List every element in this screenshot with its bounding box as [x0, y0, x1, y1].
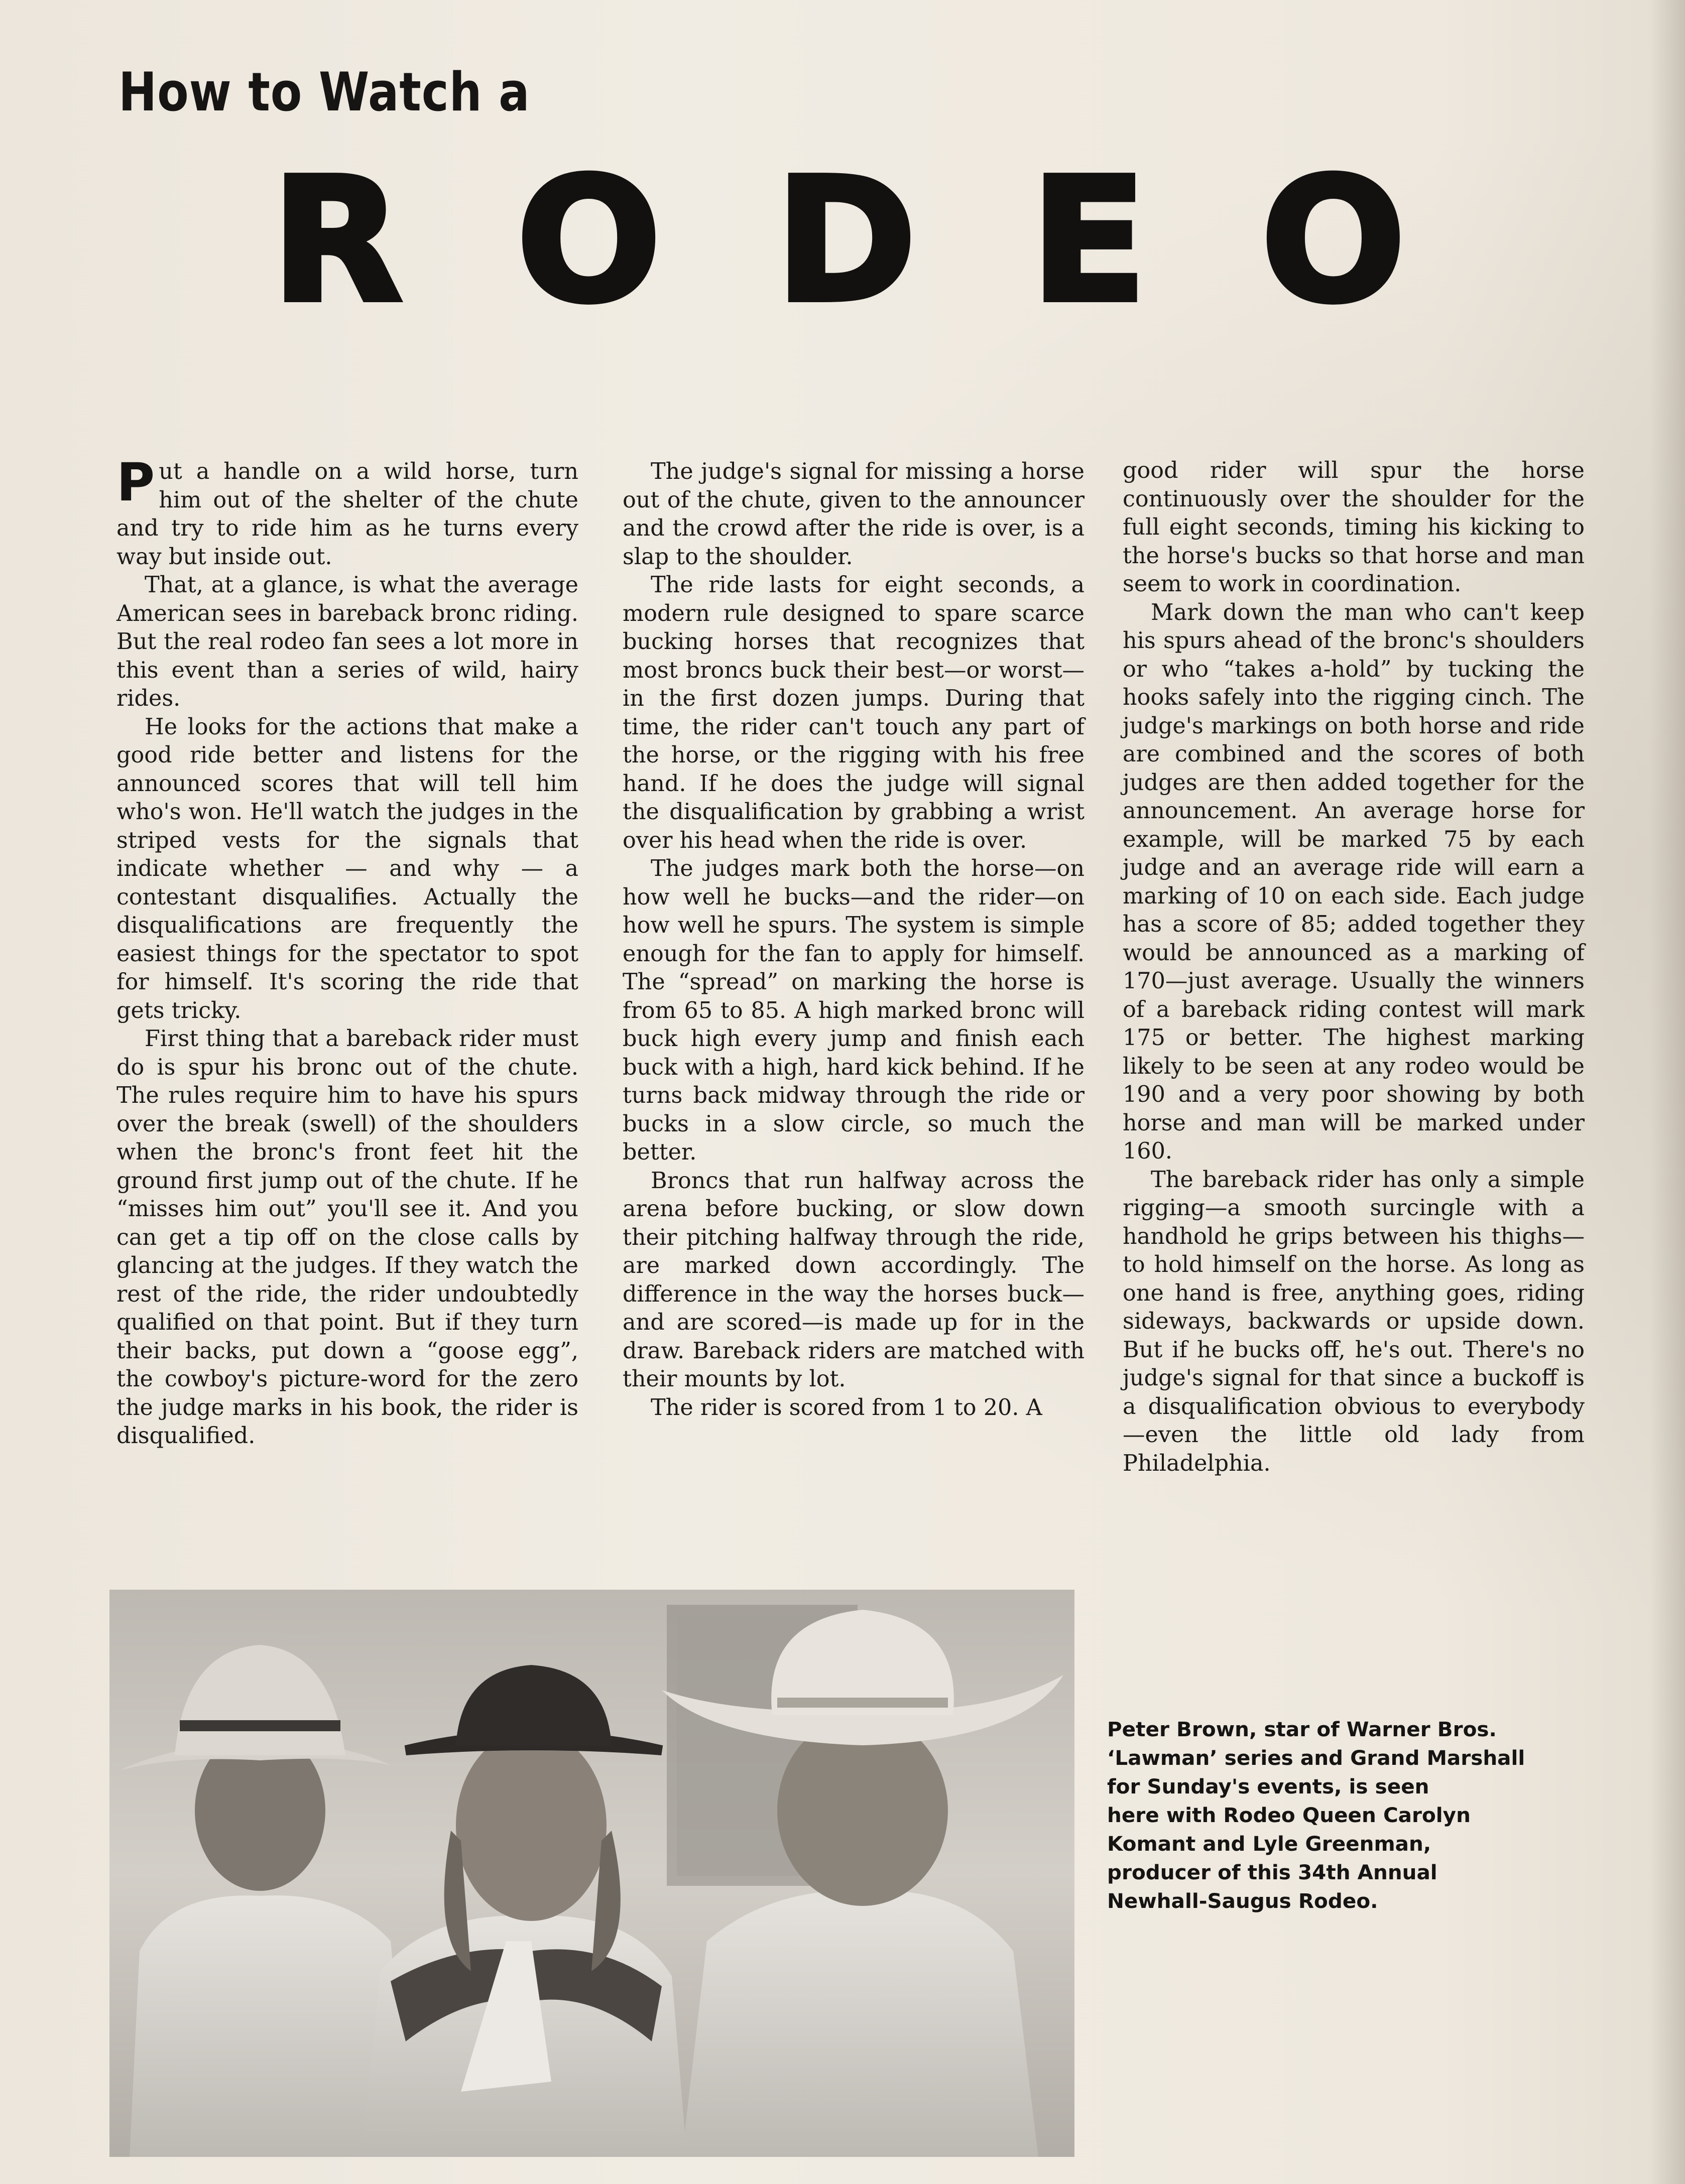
photo-caption	[1107, 1715, 1559, 1915]
article-column-3	[1123, 457, 1585, 1478]
article-paragraph: The bareback rider has only a simple rigging—a smooth surcingle with a handhold he grips between his thighs—to hold himself on the horse. As long as one hand is free, anything goes, riding sideways, backwards or upside down. But if he bucks off, he's out. There's no judge's signal for that since a buckoff is a disqualification obvious to everybody—even the little old lady from Philadelphia.	[1123, 1167, 1585, 1476]
caption-line: ‘Lawman’ series and Grand Marshall	[1107, 1746, 1525, 1770]
article-paragraph: good rider will spur the horse continuously over the shoulder for the full eight seconds, timing his kicking to the horse's bucks so that horse and man seem to work in coordination.	[1123, 458, 1585, 597]
paragraph-text: ut a handle on a wild horse, turn him out of the shelter of the chute and try to ride him as he turns every way but inside out.	[116, 459, 578, 570]
headline-letter: E	[1030, 142, 1147, 340]
article-column-2	[623, 458, 1085, 1422]
headline-letter: R	[271, 142, 403, 340]
article-paragraph: Mark down the man who can't keep his spurs ahead of the bronc's shoulders or who “takes a-hold” by tucking the hooks safely into the rigging cinch. The judge's markings on both horse and ride are combined and the scores of both judges are then added together for the announcement. An average horse for example, will be marked 75 by each judge and an average ride will earn a marking of 10 on each side. Each judge has a score of 85; added together they would be announced as a marking of 170—just average. Usually the winners of a bareback riding contest will mark 175 or better. The highest marking likely to be seen at any rodeo would be 190 and a very poor showing by both horse and man will be marked under 160.	[1123, 599, 1585, 1164]
article-paragraph: That, at a glance, is what the average American sees in bareback bronc riding. But the real rodeo fan sees a lot more in this event than a series of wild, hairy rides.	[116, 572, 578, 711]
drop-cap: P	[116, 452, 155, 513]
photo-illustration	[109, 1590, 1074, 2157]
headline-letter: O	[516, 142, 662, 340]
article-paragraph: Broncs that run halfway across the arena before bucking, or slow down their pitching halfway through the ride, are marked down accordingly. The difference in the way the horses buck—and are scored—is made up for in the draw. Bareback riders are matched with their mounts by lot.	[623, 1168, 1085, 1392]
page-edge-shadow	[1650, 0, 1685, 2184]
headline-kicker: How to Watch a	[118, 61, 530, 123]
caption-line: producer of this 34th Annual	[1107, 1860, 1437, 1884]
article-paragraph: The rider is scored from 1 to 20. A	[651, 1394, 1042, 1421]
caption-line: Peter Brown, star of Warner Bros.	[1107, 1717, 1497, 1741]
group-photo	[109, 1590, 1074, 2157]
headline-letter: D	[775, 142, 917, 340]
article-paragraph: The judges mark both the horse—on how well he bucks—and the rider—on how well he spurs. The system is simple enough for the fan to apply for himself. The “spread” on marking the horse is from 65 to 85. A high marked bronc will buck high every jump and finish each buck with a high, hard kick behind. If he turns back midway through the ride or bucks in a slow circle, so much the better.	[623, 856, 1085, 1165]
article-paragraph: First thing that a bareback rider must do is spur his bronc out of the chute. The rules require him to have his spurs over the break (swell) of the shoulders when the bronc's front feet hit the ground first jump out of the chute. If he “misses him out” you'll see it. And you can get a tip off on the close calls by glancing at the judges. If they watch the rest of the ride, the rider undoubtedly qualified on that point. But if they turn their backs, put down a “goose egg”, the cowboy's picture-word for the zero the judge marks in his book, the rider is disqualified.	[116, 1026, 578, 1449]
article-paragraph	[116, 452, 578, 571]
caption-line: Newhall-Saugus Rodeo.	[1107, 1889, 1378, 1913]
caption-line: here with Rodeo Queen Carolyn	[1107, 1803, 1471, 1827]
headline-letter: O	[1260, 142, 1406, 340]
article-column-1	[116, 452, 578, 1451]
article-paragraph: The judge's signal for missing a horse out of the chute, given to the announcer and the crowd after the ride is over, is a slap to the shoulder.	[623, 459, 1085, 570]
caption-line: Komant and Lyle Greenman,	[1107, 1832, 1431, 1856]
caption-line: for Sunday's events, is seen	[1107, 1774, 1429, 1798]
headline-rodeo	[271, 142, 1406, 340]
article-paragraph: He looks for the actions that make a good ride better and listens for the announced scores that will tell him who's won. He'll watch the judges in the striped vests for the signals that indicate whether — and why — a contestant disqualifies. Actually the disqualifications are frequently the easiest things for the spectator to spot for himself. It's scoring the ride that gets tricky.	[116, 714, 578, 1023]
article-paragraph: The ride lasts for eight seconds, a modern rule designed to spare scarce bucking horses that recognizes that most broncs buck their best—or worst—in the first dozen jumps. During that time, the rider can't touch any part of the horse, or the rigging with his free hand. If he does the judge will signal the disqualification by grabbing a wrist over his head when the ride is over.	[623, 572, 1085, 853]
